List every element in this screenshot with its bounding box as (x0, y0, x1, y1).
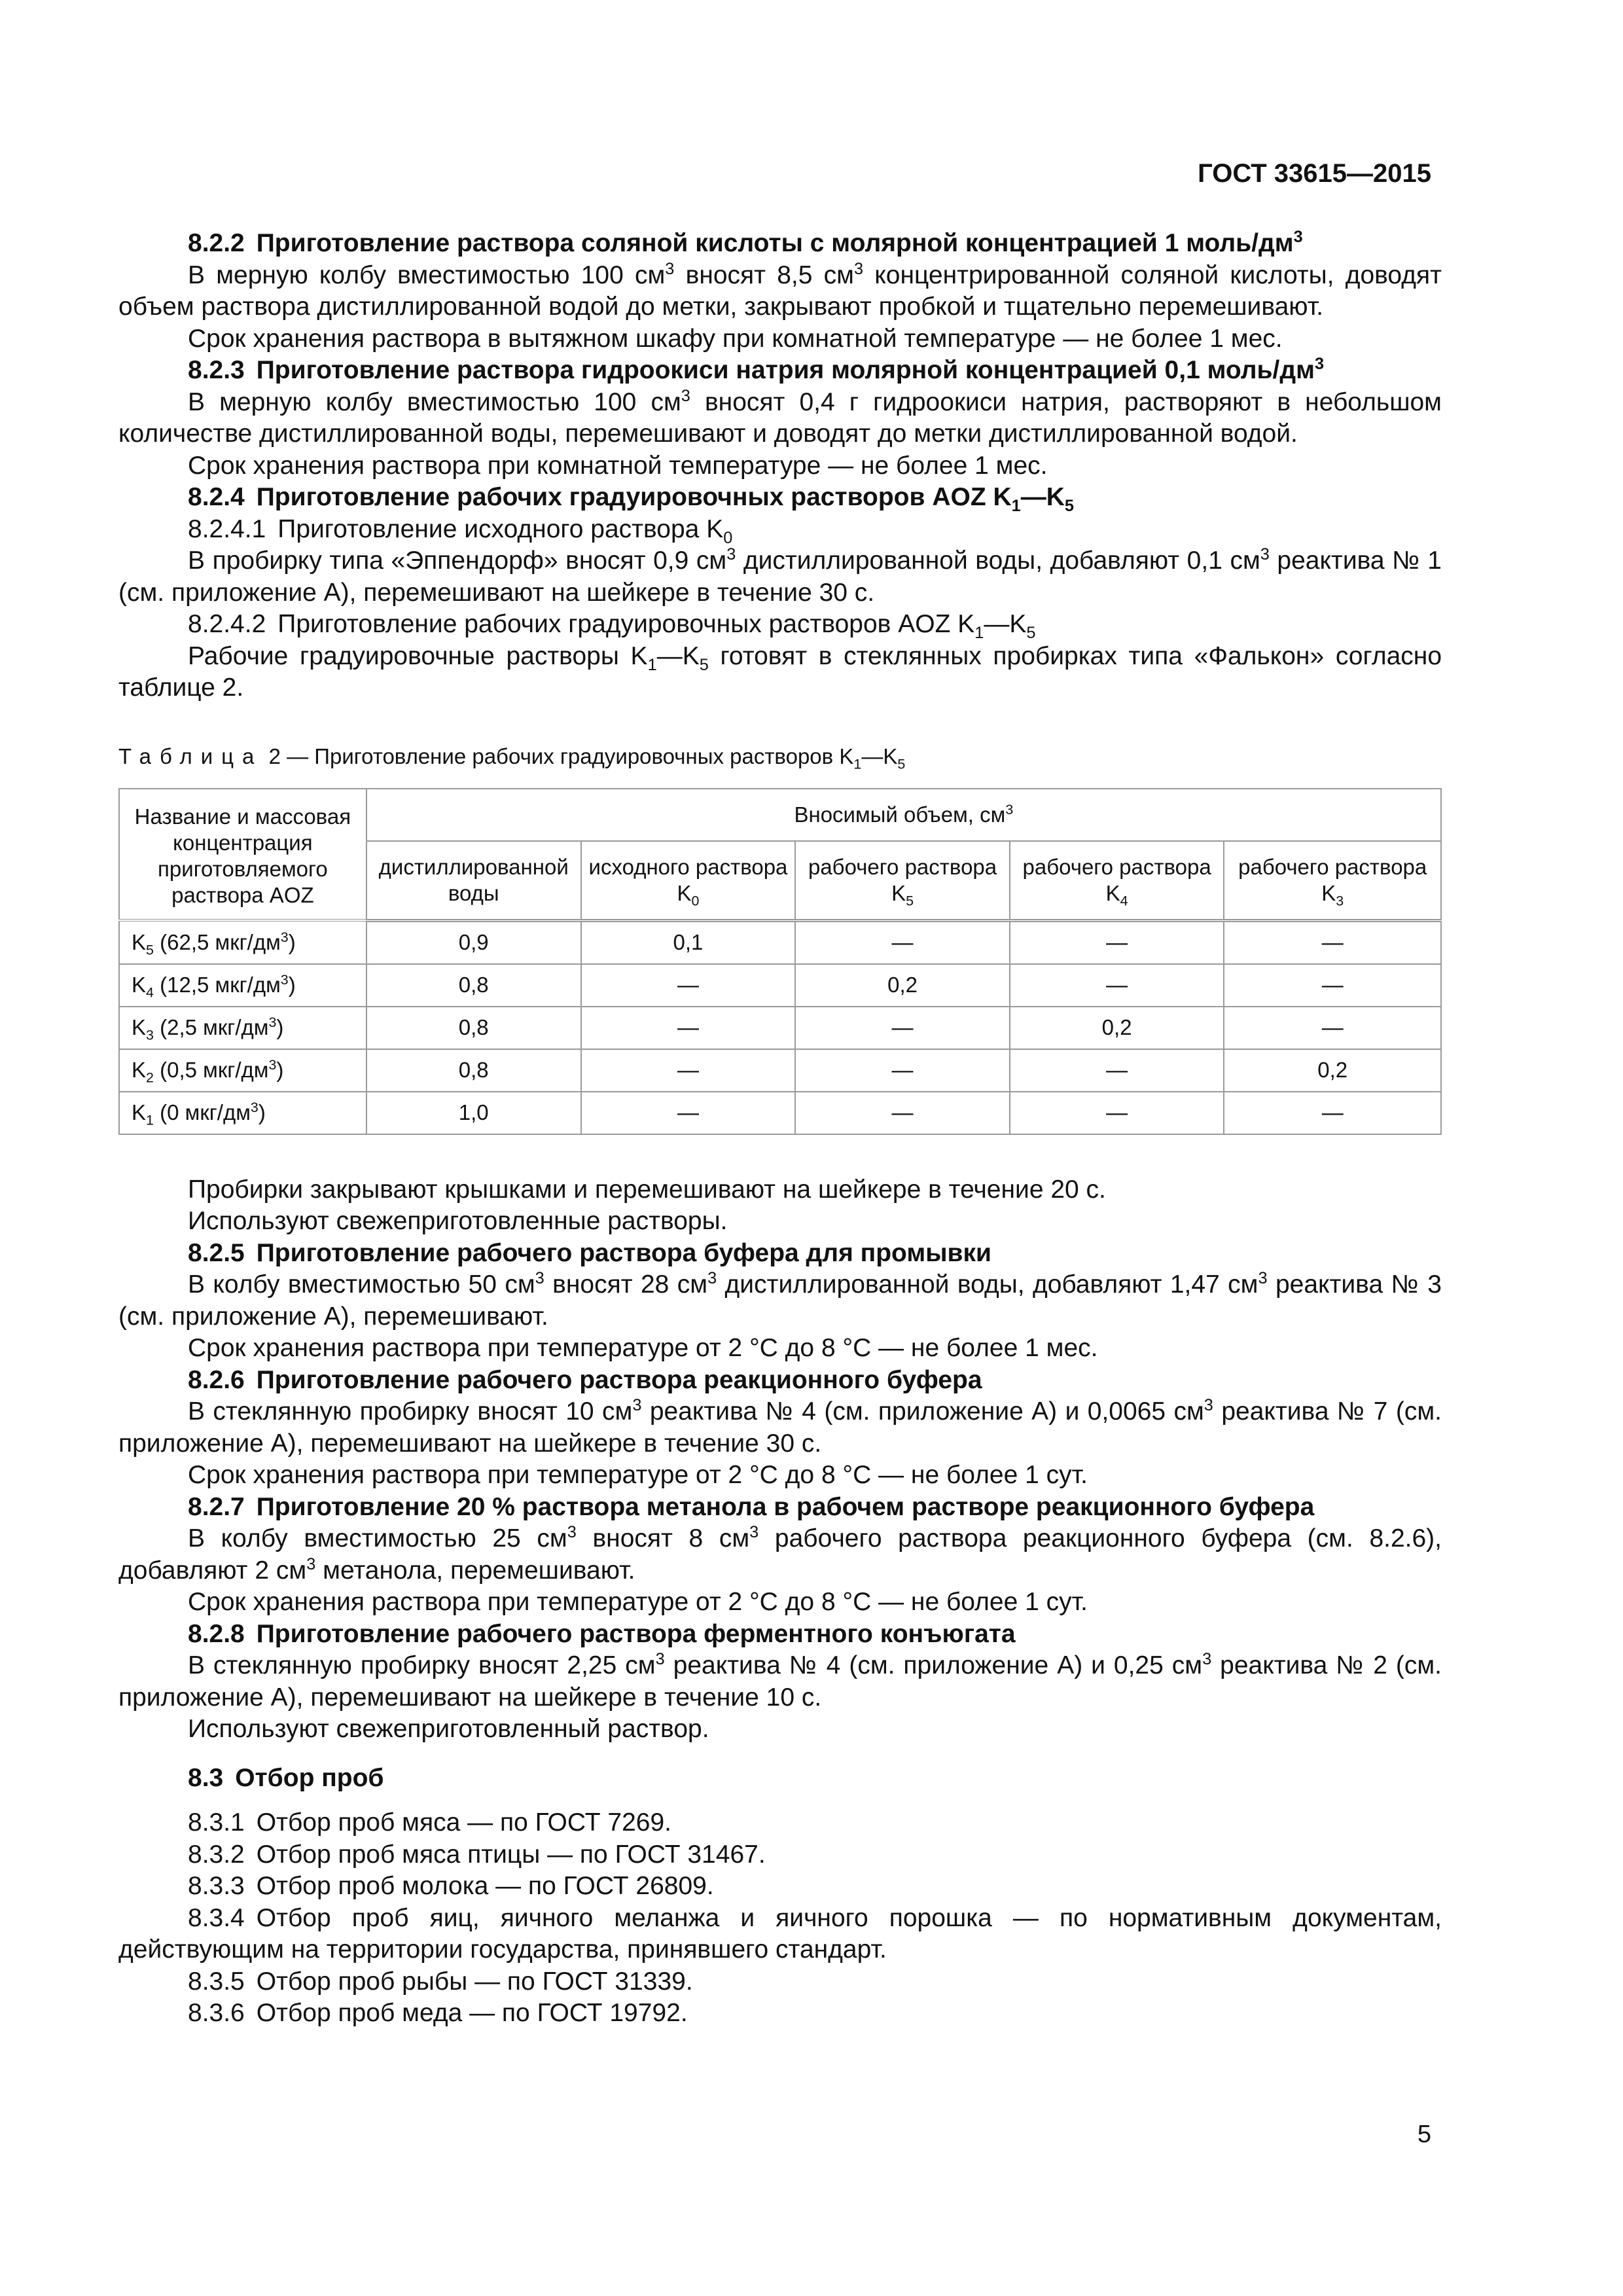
section-number: 8.2.2 (188, 229, 245, 257)
header-text: рабочего раствора K (808, 854, 997, 905)
subscript: 1 (853, 756, 862, 772)
superscript: 3 (250, 1100, 259, 1115)
paragraph (118, 1650, 1442, 1713)
subscript: 1 (974, 623, 984, 642)
superscript: 3 (655, 1650, 665, 1668)
paragraph (118, 1396, 1442, 1460)
subscript: 5 (897, 756, 906, 772)
text-run: В мерную колбу вместимостью 100 см (188, 260, 666, 289)
section-title: Приготовление исходного раствора K (277, 514, 724, 543)
superscript: 3 (681, 386, 690, 405)
concentration: (0 мкг/дм (160, 1100, 251, 1124)
header-text: рабочего раствора K (1238, 854, 1427, 905)
column-header-k4 (1010, 841, 1224, 921)
table-caption (118, 744, 1442, 770)
section-title: Приготовление раствора гидроокиси натрия молярной концентрацией 0,1 моль/дм (256, 356, 1315, 384)
item-text: Отбор проб молока — по ГОСТ 26809. (256, 1872, 714, 1900)
superscript: 3 (1202, 1650, 1212, 1668)
table-cell: — (1224, 1007, 1441, 1049)
text-run: В колбу вместимостью 50 см (188, 1270, 535, 1299)
superscript: 3 (853, 259, 864, 278)
table-cell: — (1010, 964, 1224, 1007)
k-letter: K (132, 1015, 147, 1039)
section-number: 8.2.4.1 (188, 514, 266, 543)
document-body (118, 228, 1442, 2030)
table-cell: — (1010, 1049, 1224, 1092)
heading-8-2-5 (118, 1238, 1442, 1270)
item-number: 8.3.6 (188, 1999, 245, 2027)
paragraph: Срок хранения раствора при комнатной температуре — не более 1 мес. (188, 451, 1048, 480)
paragraph: Срок хранения раствора при температуре от 2 °С до 8 °С — не более 1 сут. (188, 1588, 1088, 1616)
text-run: В стеклянную пробирку вносят 2,25 см (188, 1651, 656, 1679)
table-cell: 0,2 (1010, 1007, 1224, 1049)
superscript: 3 (1258, 1269, 1268, 1287)
text-run: вносят 28 см (544, 1270, 708, 1299)
k-letter: K (1046, 483, 1065, 511)
section-title: Приготовление рабочего раствора реакционного буфера (256, 1365, 982, 1394)
table-cell: — (795, 1049, 1010, 1092)
superscript: 3 (707, 1269, 717, 1287)
table-cell: 0,9 (366, 920, 581, 964)
heading-8-2-2 (118, 228, 1442, 260)
section-title: Приготовление рабочего раствора ферментного конъюгата (256, 1619, 1016, 1648)
table-cell: — (795, 1007, 1010, 1049)
table-cell: 0,8 (366, 964, 581, 1007)
superscript: 3 (1204, 1396, 1213, 1414)
table-cell: 1,0 (366, 1092, 581, 1134)
item-text: Отбор проб мяса птицы — по ГОСТ 31467. (256, 1840, 766, 1869)
table-row (119, 1007, 1441, 1049)
item-number: 8.3.1 (188, 1808, 245, 1837)
list-item (118, 1807, 1442, 1839)
section-number: 8.2.3 (188, 356, 245, 384)
dash: — (1020, 483, 1046, 511)
section-title: Отбор проб (235, 1763, 384, 1792)
paragraph: Срок хранения раствора при температуре от 2 °С до 8 °С — не более 1 мес. (188, 1334, 1098, 1362)
list-item (118, 1903, 1442, 1966)
concentration: (2,5 мкг/дм (160, 1015, 269, 1039)
caption-text: 2 — Приготовление рабочих градуировочных растворов K (268, 744, 854, 768)
k-letter: K (883, 744, 898, 768)
k-letter: K (132, 973, 147, 997)
superscript: 3 (280, 972, 289, 988)
section-number: 8.2.5 (188, 1238, 245, 1267)
table-cell: 0,2 (795, 964, 1010, 1007)
table-cell: — (1224, 964, 1441, 1007)
text-run: метанола, перемешивают. (315, 1556, 635, 1585)
superscript: 3 (749, 1523, 759, 1541)
subscript: 4 (146, 984, 154, 1001)
table-row (119, 1049, 1441, 1092)
superscript: 3 (268, 1057, 277, 1073)
table-cell: 0,8 (366, 1007, 581, 1049)
section-number: 8.2.4 (188, 483, 245, 511)
superscript: 3 (268, 1014, 277, 1030)
text-run: дистиллированной воды, добавляют 1,47 см (717, 1270, 1258, 1299)
subscript: 1 (1011, 496, 1021, 515)
list-item (118, 1839, 1442, 1871)
column-group-header (366, 789, 1441, 841)
column-header-solution: Название и массовая концентрация приготовляемого раствора AOZ (119, 789, 366, 921)
superscript: 3 (726, 545, 736, 564)
item-number: 8.3.4 (188, 1903, 245, 1932)
caption-label: Таблица (118, 744, 263, 768)
section-title: Приготовление рабочих градуировочных растворов AOZ K (256, 483, 1012, 511)
text-run: вносят 0,4 г гидроокиси натрия, растворяют в небольшом количестве дистиллированной воды, перемешивают и доводят до метки дистиллированной водой. (118, 387, 1442, 448)
group-label: Вносимый объем, см (794, 802, 1006, 827)
paragraph: Срок хранения раствора при температуре от 2 °С до 8 °С — не более 1 сут. (188, 1461, 1088, 1489)
item-text: Отбор проб мяса — по ГОСТ 7269. (256, 1808, 671, 1837)
k-letter: K (1009, 610, 1027, 638)
item-text: Отбор проб рыбы — по ГОСТ 31339. (256, 1967, 693, 1996)
paragraph (118, 641, 1442, 704)
subscript: 5 (906, 893, 914, 909)
row-label: $K_5$ (62,5 мкг/$дм^3$) (119, 920, 366, 964)
table-cell: — (1010, 1092, 1224, 1134)
header-text: рабочего раствора K (1022, 854, 1211, 905)
text-run: реактива № 2 (см. приложение А), перемешивают на шейкере в течение 10 с. (118, 1651, 1442, 1712)
table-cell: 0,2 (1224, 1049, 1441, 1092)
item-number: 8.3.2 (188, 1840, 245, 1869)
paragraph (118, 1269, 1442, 1333)
column-header-k5 (795, 841, 1010, 921)
subscript: 0 (723, 528, 733, 547)
k-letter: K (132, 1100, 147, 1124)
paragraph (118, 387, 1442, 450)
subscript: 3 (146, 1027, 154, 1043)
paragraph (118, 1523, 1442, 1587)
list-item (118, 1998, 1442, 2030)
superscript: 3 (1260, 545, 1270, 564)
subscript: 5 (146, 942, 154, 958)
paragraph: Используют свежеприготовленные растворы. (188, 1207, 728, 1235)
section-title: Приготовление рабочих градуировочных растворов AOZ K (277, 610, 975, 638)
heading-8-2-3 (118, 355, 1442, 387)
row-label: $K_1$ (0 мкг/$дм^3$) (119, 1092, 366, 1134)
heading-8-2-6 (118, 1365, 1442, 1397)
superscript: 3 (632, 1396, 642, 1414)
superscript: 3 (665, 259, 675, 278)
text-run: реактива № 4 (см. приложение А) и 0,0065 см (641, 1397, 1204, 1426)
paragraph (118, 260, 1442, 323)
header-text: исходного раствора K (588, 854, 788, 905)
row-label: $K_2$ (0,5 мкг/$дм^3$) (119, 1049, 366, 1092)
section-title: Приготовление раствора соляной кислоты с молярной концентрацией 1 моль/дм (256, 229, 1294, 257)
text-run: В стеклянную пробирку вносят 10 см (188, 1397, 633, 1426)
subscript: 5 (1064, 496, 1075, 515)
text-run: дистиллированной воды, добавляют 0,1 см (736, 547, 1260, 575)
column-header-water: дистиллированной воды (366, 841, 581, 921)
subsection-8-2-4-1 (118, 514, 1442, 546)
preparation-table (118, 788, 1442, 1135)
text-run: Рабочие градуировочные растворы K (188, 641, 648, 670)
superscript: 3 (1314, 355, 1325, 373)
concentration: (0,5 мкг/дм (160, 1058, 269, 1082)
table-cell: — (581, 1092, 796, 1134)
section-number: 8.2.4.2 (188, 610, 266, 638)
table-cell: 0,8 (366, 1049, 581, 1092)
item-text: Отбор проб яиц, яичного меланжа и яичного порошка — по нормативным документам, действующим на территории государства, принявшего стандарт. (118, 1903, 1442, 1964)
subsection-8-2-4-2 (118, 609, 1442, 641)
text-run: В мерную колбу вместимостью 100 см (188, 387, 681, 416)
text-run: концентрированной соляной кислоты, доводят объем раствора дистиллированной водой до метки, закрывают пробкой и тщательно перемешивают. (118, 260, 1442, 321)
heading-8-2-4 (118, 482, 1442, 514)
concentration: (12,5 мкг/дм (160, 973, 281, 997)
section-number: 8.3 (188, 1763, 224, 1792)
section-number: 8.2.7 (188, 1492, 245, 1521)
text-run: реактива № 1 (см. приложение А), перемешивают на шейкере в течение 30 с. (118, 547, 1442, 607)
subscript: 4 (1120, 893, 1128, 909)
table-cell: — (581, 1049, 796, 1092)
paragraph: Пробирки закрывают крышками и перемешивают на шейкере в течение 20 с. (188, 1175, 1106, 1204)
list-item (118, 1966, 1442, 1998)
subscript: 5 (1026, 623, 1036, 642)
text-run: В колбу вместимостью 25 см (188, 1524, 567, 1552)
table-row (119, 964, 1441, 1007)
section-number: 8.2.6 (188, 1365, 245, 1394)
row-label: $K_4$ (12,5 мкг/$дм^3$) (119, 964, 366, 1007)
section-title: Приготовление рабочего раствора буфера для промывки (256, 1238, 991, 1267)
table-cell: 0,1 (581, 920, 796, 964)
superscript: 3 (567, 1523, 577, 1541)
text-run: рабочего раствора реакционного буфера (см. 8.2.6), добавляют 2 см (118, 1524, 1442, 1585)
paragraph (118, 545, 1442, 609)
table-row (119, 920, 1441, 964)
subscript: 1 (647, 655, 657, 674)
subscript: 2 (146, 1069, 154, 1086)
superscript: 3 (1293, 228, 1303, 246)
dash: — (984, 610, 1010, 638)
section-number: 8.2.8 (188, 1619, 245, 1648)
k-letter: K (682, 641, 700, 670)
text-run: реактива № 3 (см. приложение А), перемешивают. (118, 1270, 1442, 1331)
text-run: вносят 8 см (576, 1524, 750, 1552)
dash: — (861, 744, 883, 768)
superscript: 3 (280, 929, 289, 945)
column-header-k3 (1224, 841, 1441, 921)
heading-8-2-8 (118, 1619, 1442, 1651)
text-run: готовят в стеклянных пробирках типа «Фалькон» согласно таблице 2. (118, 641, 1442, 702)
item-number: 8.3.5 (188, 1967, 245, 1996)
heading-8-3 (118, 1763, 1442, 1795)
dash: — (656, 641, 683, 670)
k-letter: K (132, 1058, 147, 1082)
table-cell: — (581, 964, 796, 1007)
table-cell: — (795, 1092, 1010, 1134)
concentration: (62,5 мкг/дм (160, 929, 281, 954)
subscript: 0 (691, 893, 700, 909)
superscript: 3 (535, 1269, 544, 1287)
table-cell: — (581, 1007, 796, 1049)
heading-8-2-7 (118, 1492, 1442, 1524)
subscript: 1 (146, 1112, 154, 1128)
table-row (119, 1092, 1441, 1134)
superscript: 3 (306, 1554, 316, 1573)
text-run: реактива № 7 (см. приложение А), перемешивают на шейкере в течение 30 с. (118, 1397, 1442, 1458)
list-item (118, 1871, 1442, 1903)
table-cell: — (1224, 920, 1441, 964)
item-number: 8.3.3 (188, 1872, 245, 1900)
superscript: 3 (1005, 801, 1014, 817)
page-number: 5 (1417, 2121, 1431, 2148)
column-header-k0 (581, 841, 796, 921)
k-letter: K (132, 929, 147, 954)
text-run: реактива № 4 (см. приложение А) и 0,25 см (664, 1651, 1203, 1679)
item-text: Отбор проб меда — по ГОСТ 19792. (256, 1999, 688, 2027)
subscript: 3 (1336, 893, 1344, 909)
paragraph: Срок хранения раствора в вытяжном шкафу при комнатной температуре — не более 1 мес. (188, 324, 1283, 353)
table-cell: — (1224, 1092, 1441, 1134)
subscript: 5 (699, 655, 709, 674)
standard-header: ГОСТ 33615—2015 (1198, 159, 1431, 188)
row-label: $K_3$ (2,5 мкг/$дм^3$) (119, 1007, 366, 1049)
text-run: вносят 8,5 см (674, 260, 854, 289)
table-cell: — (1010, 920, 1224, 964)
paragraph: Используют свежеприготовленный раствор. (188, 1715, 709, 1743)
table-cell: — (795, 920, 1010, 964)
text-run: В пробирку типа «Эппендорф» вносят 0,9 см (188, 547, 727, 575)
section-title: Приготовление 20 % раствора метанола в рабочем растворе реакционного буфера (256, 1492, 1315, 1521)
